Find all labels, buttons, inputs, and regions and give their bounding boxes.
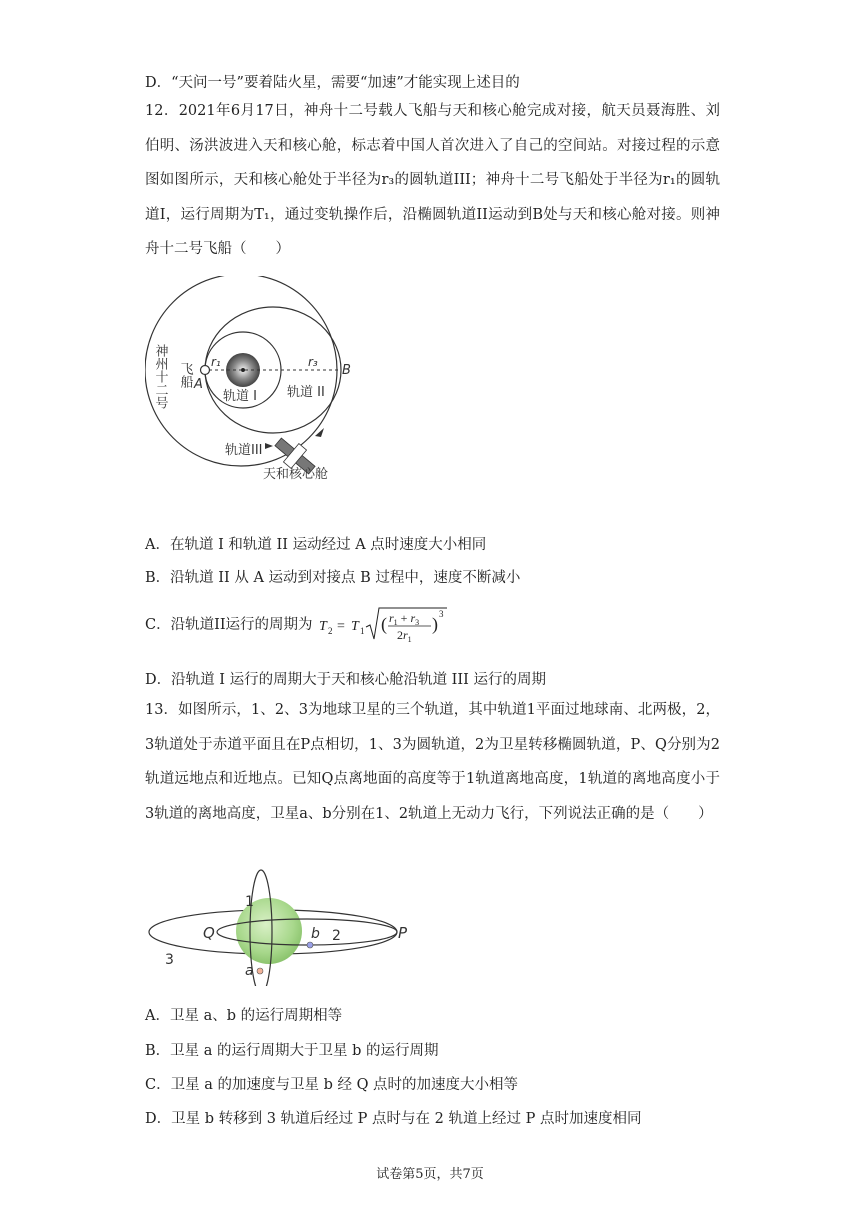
shenzhou-spacecraft-icon [201,366,210,375]
label-1: 1 [245,894,254,910]
q11-option-d: D．“天问一号”要着陆火星，需要“加速”才能实现上述目的 [145,75,520,91]
q12-option-b: B．沿轨道 II 从 A 运动到对接点 B 过程中，速度不断减小 [145,570,521,586]
label-tianhe: 天和核心舱 [263,467,329,482]
q12-option-c [145,605,477,645]
q12-option-c-text: C．沿轨道II运行的周期为 [145,617,313,633]
label-shenzhou: 神州十二号 [152,344,168,409]
label-b: b [311,926,320,942]
label-orbit-3: 轨道III [225,443,263,458]
label-B: B [342,363,351,378]
svg-text:2r1: $2r_1$ [397,628,412,644]
label-Q: Q [203,924,215,942]
q12-orbit-diagram [145,276,365,486]
satellite-b-icon [307,942,313,948]
q13-stem: 13．如图所示，1、2、3为地球卫星的三个轨道，其中轨道1平面过地球南、北两极，2，3轨道处于赤道平面且在P点相切，1、3为圆轨道，2为卫星转移椭圆轨道，P、Q分别为2轨道远地点和近地点。已知Q点离地面的高度等于1轨道离地高度，1轨道的离地高度小于3轨道的离地高度，卫星a、b分别在1、2轨道上无动力飞行，下列说法正确的是（ ） [145,702,720,822]
q12-stem: 12．2021年6月17日，神舟十二号载人飞船与天和核心舱完成对接，航天员聂海胜、刘伯明、汤洪波进入天和核心舱，标志着中国人首次进入了自己的空间站。对接过程的示意图如图所示，天和核心舱处于半径为r₃的圆轨道III；神舟十二号飞船处于半径为r₁的圆轨道I，运行周期为T₁，通过变轨操作后，沿椭圆轨道II运动到B处与天和核心舱对接。则神舟十二号飞船（ ） [145,103,720,257]
page-footer: 试卷第5页，共7页 [376,1167,484,1182]
svg-text:(: ( [381,614,388,634]
label-orbit-1: 轨道 I [223,389,257,404]
label-orbit-2: 轨道 II [287,385,325,400]
q12-option-d: D．沿轨道 I 运行的周期大于天和核心舱沿轨道 III 运行的周期 [145,672,546,688]
q12-option-a: A．在轨道 I 和轨道 II 运动经过 A 点时速度大小相同 [145,537,487,553]
svg-text:T: T [319,619,327,634]
q13-option-c: C．卫星 a 的加速度与卫星 b 经 Q 点时的加速度大小相等 [145,1077,519,1093]
svg-text:2: 2 [328,626,333,636]
svg-text:): ) [432,614,439,634]
svg-text:=: = [337,619,346,634]
label-P: P [398,924,408,942]
svg-text:r1 + r3: $r_1 + r_3$ [389,611,420,627]
label-feichuan: 飞船 [177,362,193,388]
q13-option-d: D．卫星 b 转移到 3 轨道后经过 P 点时与在 2 轨道上经过 P 点时加速度相同 [145,1111,642,1127]
label-a: a [245,963,254,979]
q13-orbit-diagram [145,866,425,986]
q13-option-b: B．卫星 a 的运行周期大于卫星 b 的运行周期 [145,1043,439,1059]
label-r1: r₁ [211,355,221,369]
svg-text:3: 3 [439,609,444,619]
q12-option-c-formula [317,605,477,645]
orbit-2-ellipse [205,307,341,433]
label-A: A [194,377,203,392]
label-2: 2 [332,928,341,944]
svg-text:T: T [351,619,359,634]
q13-option-a: A．卫星 a、b 的运行周期相等 [145,1008,343,1024]
satellite-a-icon [257,968,263,974]
label-r3: r₃ [308,355,318,369]
label-3: 3 [165,952,174,968]
svg-text:1: 1 [360,626,365,636]
